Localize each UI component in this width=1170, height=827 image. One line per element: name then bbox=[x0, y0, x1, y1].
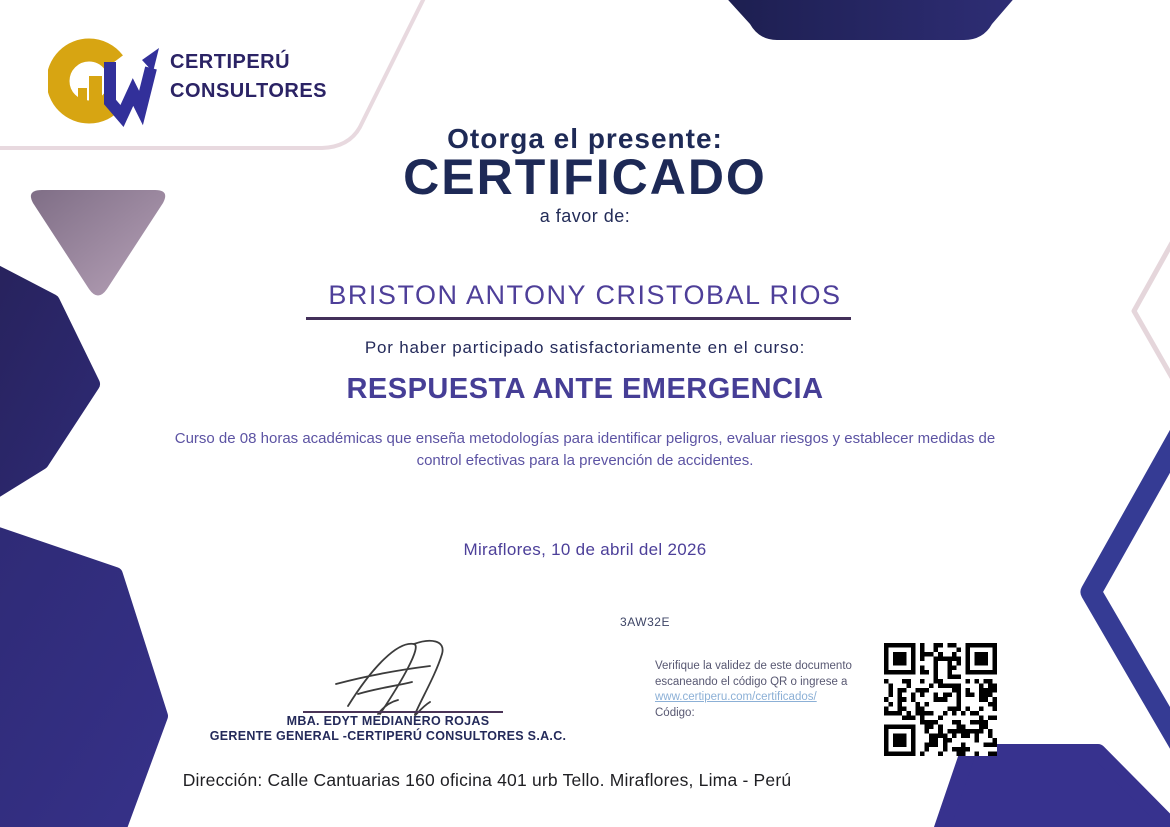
verification-line2: escaneando el código QR o ingrese a bbox=[655, 675, 848, 688]
signature-line bbox=[303, 711, 503, 713]
top-right-hex-shape bbox=[710, 0, 1030, 40]
brand-name-line1: CERTIPERÚ bbox=[170, 51, 291, 73]
participation-text: Por haber participado satisfactoriamente en el curso: bbox=[364, 338, 806, 357]
gw-growth-arrow-icon bbox=[48, 36, 160, 128]
course-description: Curso de 08 horas académicas que enseña metodologías para identificar peligros, evaluar riesgos y establecer medidas de control efectivas para la prevención de accidentes. bbox=[174, 430, 996, 469]
qr-code bbox=[884, 643, 997, 756]
course-title: RESPUESTA ANTE EMERGENCIA bbox=[346, 373, 824, 405]
signer-name: MBA. EDYT MEDIANERO ROJAS bbox=[286, 714, 490, 728]
pale-chevron-line bbox=[1134, 232, 1170, 395]
signature-scribble bbox=[318, 636, 488, 716]
name-underline bbox=[306, 317, 851, 320]
signer-title: GERENTE GENERAL -CERTIPERÚ CONSULTORES S.A.C. bbox=[209, 729, 567, 743]
brand-logo bbox=[48, 34, 378, 130]
certificate-code: 3AW32E bbox=[620, 615, 670, 629]
recipient-name: BRISTON ANTONY CRISTOBAL RIOS bbox=[328, 280, 842, 310]
presents-heading: Otorga el presente: bbox=[447, 123, 723, 154]
brand-name-line2: CONSULTORES bbox=[170, 80, 327, 102]
issue-date: Miraflores, 10 de abril del 2026 bbox=[463, 540, 707, 559]
code-label: Código: bbox=[655, 706, 695, 719]
certificate-title: CERTIFICADO bbox=[403, 149, 767, 205]
verification-link[interactable]: www.certiperu.com/certificados/ bbox=[655, 691, 817, 704]
verification-block bbox=[655, 659, 885, 721]
verification-line1: Verifique la validez de este documento bbox=[655, 660, 852, 672]
in-favor-of-label: a favor de: bbox=[539, 206, 631, 226]
navy-chevron-stripe bbox=[1091, 430, 1170, 752]
address-text: Dirección: Calle Cantuarias 160 oficina 401 urb Tello. Miraflores, Lima - Perú bbox=[182, 770, 792, 790]
